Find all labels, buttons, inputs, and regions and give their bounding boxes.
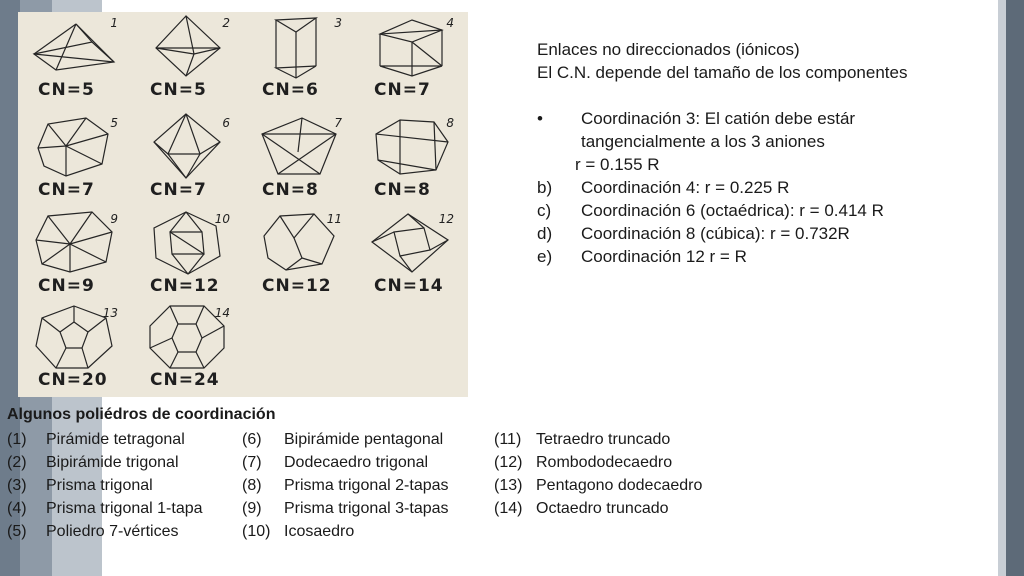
- polyhedron-number: 2: [222, 16, 230, 30]
- coordination-item-b: [537, 176, 977, 199]
- coordination-item-text: Coordinación 3: El catión debe estár: [581, 109, 856, 128]
- legend-item-number: (3): [7, 477, 27, 494]
- legend-item-name: Prisma trigonal 2-tapas: [284, 477, 449, 494]
- legend-item-number: (8): [242, 477, 262, 494]
- polyhedron-number: 7: [334, 116, 342, 130]
- polyhedron-cell: [242, 12, 352, 107]
- legend-item-number: (1): [7, 431, 27, 448]
- legend-item-name: Bipirámide pentagonal: [284, 431, 444, 448]
- coordination-item-text: Coordinación 4: r = 0.225 R: [581, 178, 790, 197]
- coordination-number-label: CN=7: [374, 80, 431, 100]
- legend-item-name: Prisma trigonal 3-tapas: [284, 500, 449, 517]
- right-stripe-light: [998, 0, 1006, 576]
- legend-item-number: (10): [242, 523, 271, 540]
- legend-item-name: Pentagono dodecaedro: [536, 477, 703, 494]
- item-marker: e): [537, 247, 553, 266]
- polyhedron-number: 5: [110, 116, 118, 130]
- coordination-number-label: CN=8: [262, 180, 319, 200]
- polyhedron-cell: [18, 302, 128, 397]
- square-pyramid-icon: [26, 12, 120, 82]
- legend-item-name: Bipirámide trigonal: [46, 454, 179, 471]
- polyhedron-cell: [242, 208, 352, 303]
- item-marker: d): [537, 224, 553, 243]
- capped-trigonal-prism-icon: [362, 12, 456, 82]
- legend-item-name: Prisma trigonal: [46, 477, 153, 494]
- spacer: [537, 84, 977, 107]
- legend-item-number: (7): [242, 454, 262, 471]
- coordination-polyhedra-figure: [18, 12, 468, 397]
- polyhedron-cell: [354, 208, 464, 303]
- coordination-number-label: CN=20: [38, 370, 108, 390]
- coordination-number-label: CN=7: [150, 180, 207, 200]
- coordination-item-text: Coordinación 12 r = R: [581, 247, 747, 266]
- polyhedron-number: 10: [214, 212, 230, 226]
- polyhedron-cell: [354, 12, 464, 107]
- polyhedron-cell: [130, 12, 240, 107]
- trigonal-prism-icon: [250, 12, 344, 82]
- coordination-number-label: CN=8: [374, 180, 431, 200]
- polyhedron-number: 11: [326, 212, 342, 226]
- coordination-item-text: Coordinación 6 (octaédrica): r = 0.414 R: [581, 201, 884, 220]
- coordination-item-continuation: tangencialmente a los 3 aniones: [581, 132, 825, 151]
- polyhedron-number: 9: [110, 212, 118, 226]
- legend-item-number: (4): [7, 500, 27, 517]
- trigonal-bipyramid-icon: [138, 12, 232, 82]
- coordination-number-label: CN=12: [150, 276, 220, 296]
- coordination-number-label: CN=7: [38, 180, 95, 200]
- coordination-number-label: CN=24: [150, 370, 220, 390]
- legend-item-name: Tetraedro truncado: [536, 431, 671, 448]
- coordination-number-label: CN=5: [150, 80, 207, 100]
- legend-item-name: Rombododecaedro: [536, 454, 673, 471]
- trigonal-dodecahedron-icon: [250, 112, 344, 182]
- bullet-marker: •: [537, 109, 543, 128]
- polyhedron-cell: [242, 112, 352, 207]
- polyhedron-number: 14: [214, 306, 230, 320]
- legend-item-name: Prisma trigonal 1-tapa: [46, 500, 203, 517]
- coordination-number-label: CN=14: [374, 276, 444, 296]
- coordination-number-label: CN=5: [38, 80, 95, 100]
- legend-item-number: (5): [7, 523, 27, 540]
- panel-title: Enlaces no direccionados (iónicos): [537, 40, 800, 59]
- legend-item-number: (13): [494, 477, 523, 494]
- legend-item-name: Icosaedro: [284, 523, 355, 540]
- polyhedron-number: 6: [222, 116, 230, 130]
- polyhedron-cell: [354, 112, 464, 207]
- legend-item-number: (11): [494, 431, 522, 448]
- legend-item-name: Pirámide tetragonal: [46, 431, 185, 448]
- polyhedra-legend: [7, 403, 703, 540]
- coordination-number-label: CN=12: [262, 276, 332, 296]
- legend-item-number: (14): [494, 500, 523, 517]
- polyhedron-cell: [130, 302, 240, 397]
- polyhedron-number: 13: [102, 306, 118, 320]
- tricapped-trigonal-prism-icon: [26, 208, 120, 278]
- legend-item-name: Octaedro truncado: [536, 500, 669, 517]
- ionic-bonding-panel: [537, 38, 977, 268]
- bicapped-trigonal-prism-icon: [362, 112, 456, 182]
- polyhedron-number: 3: [334, 16, 342, 30]
- coordination-number-label: CN=6: [262, 80, 319, 100]
- legend-item-name: Dodecaedro trigonal: [284, 454, 429, 471]
- polyhedron-cell: [18, 208, 128, 303]
- coordination-item-text: Coordinación 8 (cúbica): r = 0.732R: [581, 224, 850, 243]
- seven-vertex-polyhedron-icon: [26, 112, 120, 182]
- legend-item-number: (12): [494, 454, 523, 471]
- coordination-number-label: CN=9: [38, 276, 95, 296]
- polyhedron-cell: [130, 112, 240, 207]
- polyhedron-cell: [18, 12, 128, 107]
- polyhedron-number: 4: [446, 16, 454, 30]
- legend-item-name: Poliedro 7-vértices: [46, 523, 179, 540]
- polyhedron-cell: [130, 208, 240, 303]
- polyhedron-number: 12: [438, 212, 454, 226]
- coordination-item-a: [537, 107, 977, 130]
- legend-item-number: (6): [242, 431, 262, 448]
- legend-item-number: (2): [7, 454, 27, 471]
- polyhedron-number: 1: [110, 16, 118, 30]
- item-marker: b): [537, 178, 553, 197]
- radius-ratio-value: r = 0.155 R: [575, 155, 660, 174]
- panel-subtitle: El C.N. depende del tamaño de los componentes: [537, 63, 908, 82]
- polyhedron-cell: [18, 112, 128, 207]
- legend-item-number: (9): [242, 500, 262, 517]
- coordination-item-c: [537, 199, 977, 222]
- coordination-item-e: [537, 245, 977, 268]
- right-stripe-dark: [1006, 0, 1024, 576]
- legend-title: Algunos poliédros de coordinación: [7, 406, 276, 423]
- coordination-item-d: [537, 222, 977, 245]
- pentagonal-bipyramid-icon: [138, 112, 232, 182]
- polyhedron-number: 8: [446, 116, 454, 130]
- item-marker: c): [537, 201, 552, 220]
